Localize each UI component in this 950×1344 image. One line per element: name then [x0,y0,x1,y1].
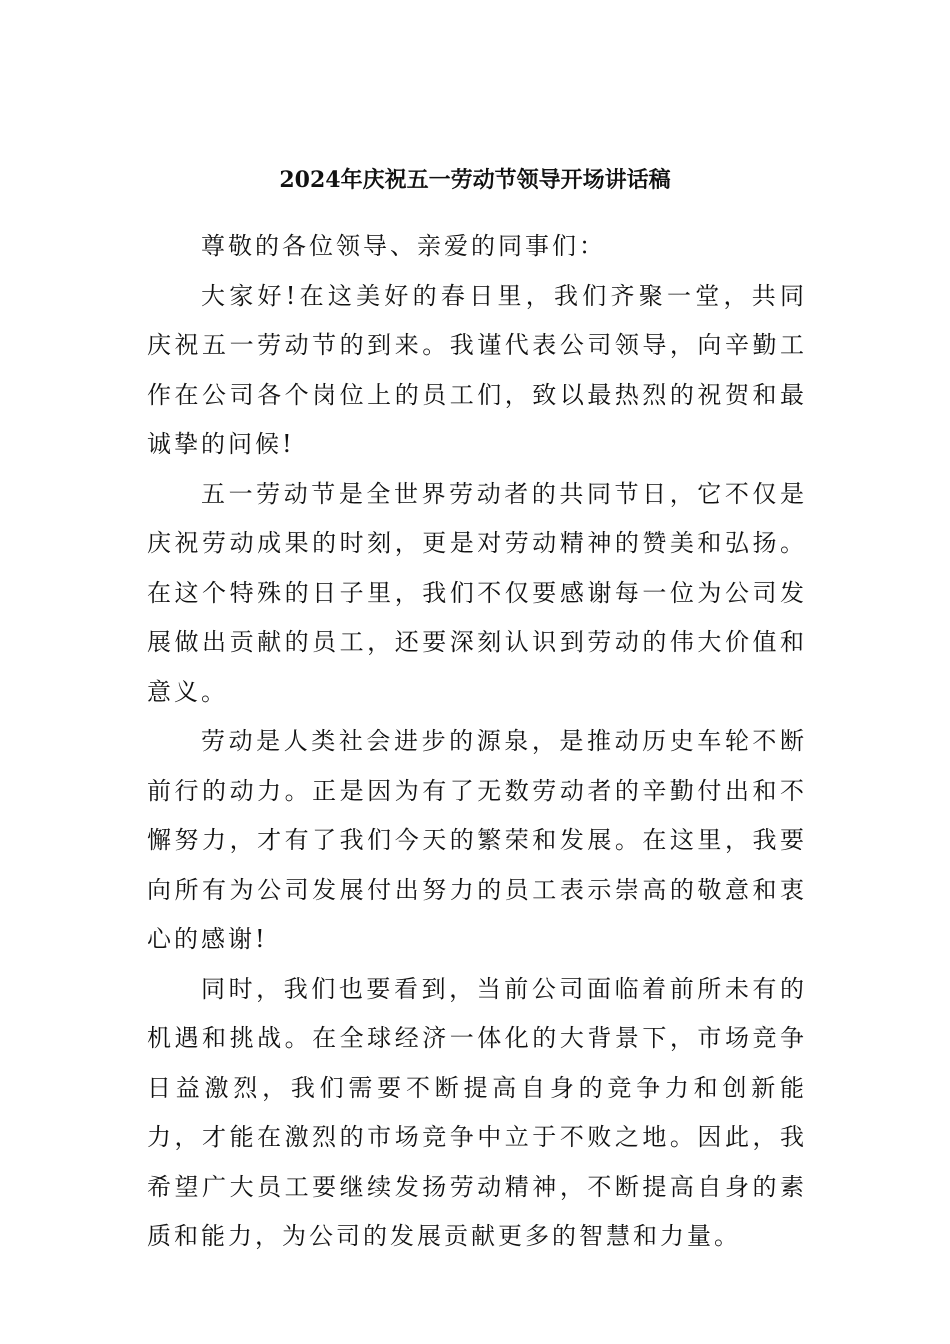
holiday-meaning-paragraph: 五一劳动节是全世界劳动者的共同节日，它不仅是庆祝劳动成果的时刻，更是对劳动精神的赞美和弘扬。在这个特殊的日子里，我们不仅要感谢每一位为公司发展做出贡献的员工，还要深刻认识到劳动的伟大价值和意义。 [147,479,807,706]
document-title: 2024年庆祝五一劳动节领导开场讲话稿 [279,167,671,193]
greeting-paragraph: 大家好!在这美好的春日里，我们齐聚一堂，共同庆祝五一劳动节的到来。我谨代表公司领导，向辛勤工作在公司各个岗位上的员工们，致以最热烈的祝贺和最诚挚的问候! [147,281,807,458]
challenges-paragraph: 同时，我们也要看到，当前公司面临着前所未有的机遇和挑战。在全球经济一体化的大背景下，市场竞争日益激烈，我们需要不断提高自身的竞争力和创新能力，才能在激烈的市场竞争中立于不败之地。因此，我希望广大员工要继续发扬劳动精神，不断提高自身的素质和能力，为公司的发展贡献更多的智慧和力量。 [147,974,807,1250]
salutation-paragraph: 尊敬的各位领导、亲爱的同事们： [201,232,606,260]
document-body [147,222,807,1262]
labor-value-paragraph: 劳动是人类社会进步的源泉，是推动历史车轮不断前行的动力。正是因为有了无数劳动者的辛勤付出和不懈努力，才有了我们今天的繁荣和发展。在这里，我要向所有为公司发展付出努力的员工表示崇高的敬意和衷心的感谢! [147,727,807,953]
